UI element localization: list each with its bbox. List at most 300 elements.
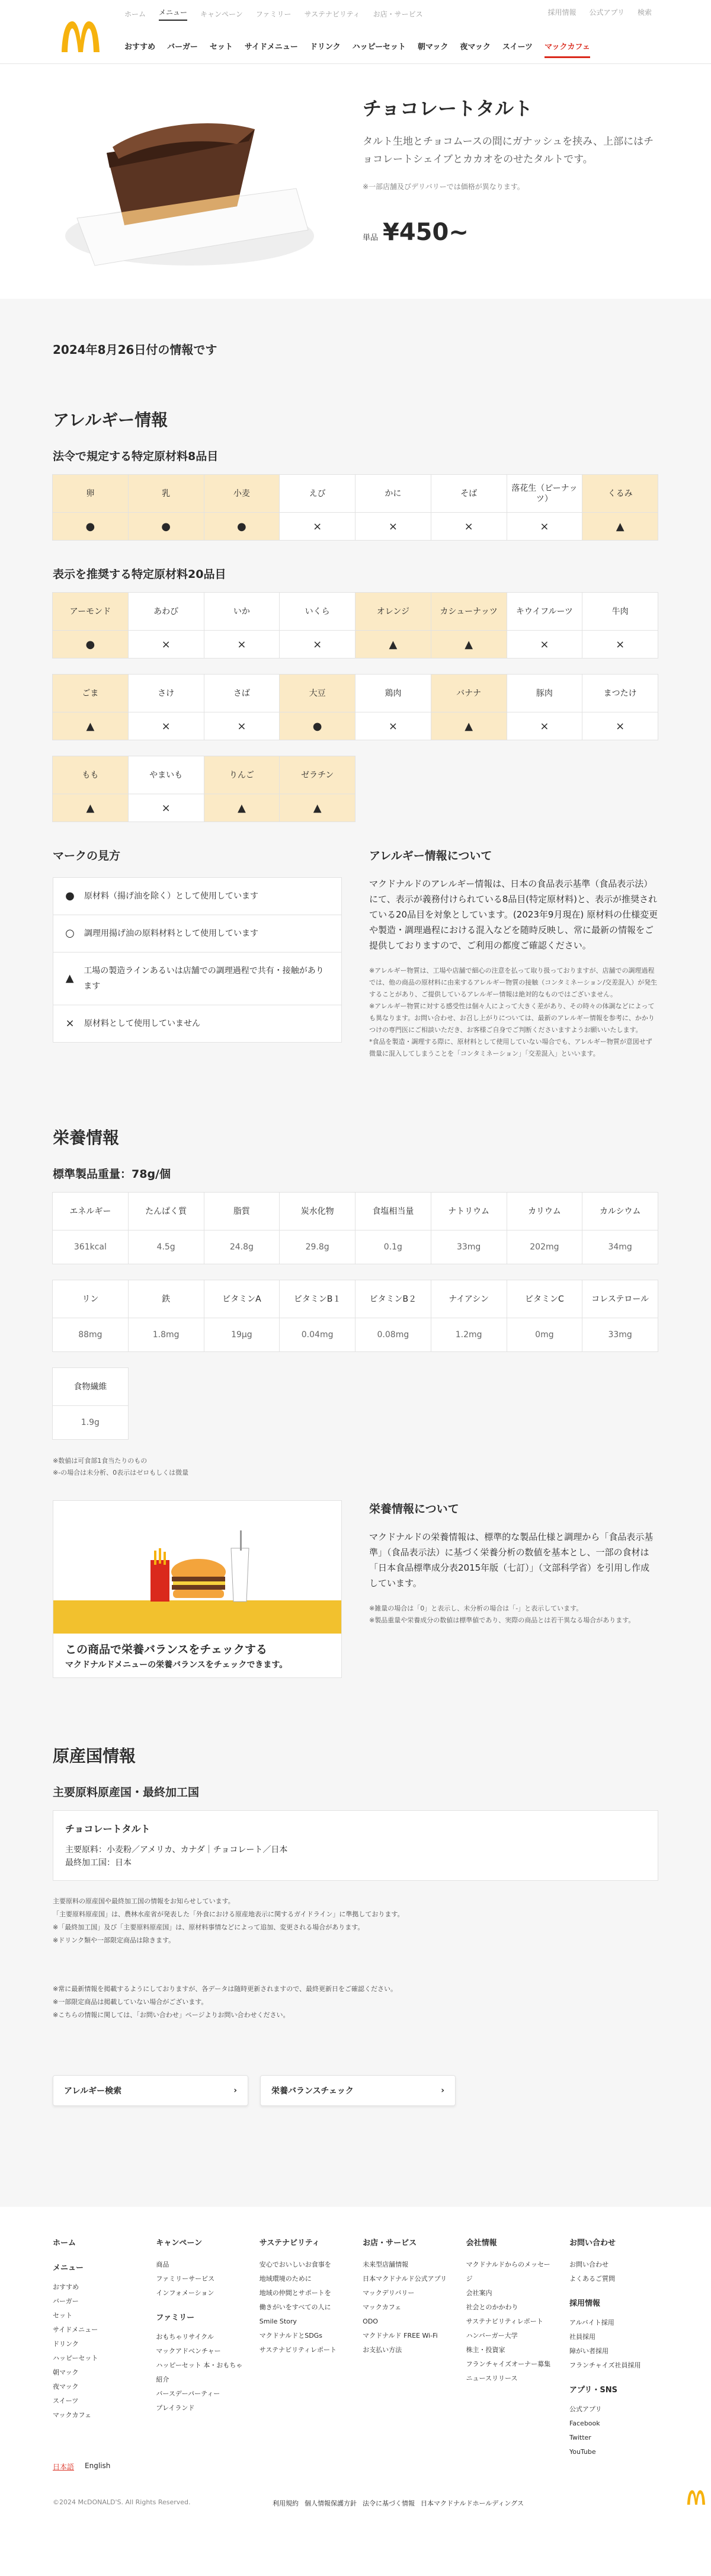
footer-column — [53, 2236, 142, 2459]
nutrient-value: 19μg — [231, 1330, 252, 1340]
allergy-about-text: マクドナルドのアレルギー情報は、日本の食品表示基準（食品表示法）にて、表示が義務付けられている8品目(特定原材料)と、表示が推奨されている20品目を対象としています。(2023年9月現在) 原材料の仕様変更や製造・調理過程における混入などを随時反映し、常に最新の情報をご提供しておりますので、ご利用の都度ご確認ください。 — [369, 878, 658, 951]
mcdonalds-small-logo[interactable] — [686, 2485, 706, 2509]
allergen-cell — [128, 592, 204, 659]
allergen-cell — [431, 592, 507, 659]
sub-nav-item[interactable]: スイーツ — [502, 43, 533, 52]
allergy-note: *食品を製造・調理する際に、原材料として使用していない場合でも、アレルギー物質が意図せず微量に混入してしまうことを「コンタミネーション」「交差混入」といいます。 — [369, 1038, 652, 1057]
allergen-name: 小麦 — [204, 475, 280, 513]
allergen-name: 鶏肉 — [356, 675, 431, 712]
utility-nav-item[interactable]: 検索 — [637, 8, 652, 17]
nutrient-value: 33mg — [456, 1242, 481, 1252]
nutrient-cell — [128, 1280, 204, 1352]
top-nav-item[interactable]: キャンペーン — [200, 10, 243, 18]
nutrient-cell — [582, 1192, 658, 1264]
nutrient-cell — [52, 1367, 129, 1440]
footer-link[interactable]: おもちゃリサイクル — [156, 2333, 214, 2341]
allergy-about-title: アレルギー情報について — [369, 849, 492, 862]
allergen-mark: × — [540, 520, 549, 533]
allergen-mark: ● — [85, 520, 95, 533]
nutrient-cell — [204, 1280, 280, 1352]
nutrient-cell — [355, 1192, 431, 1264]
allergen-name: 乳 — [129, 475, 204, 513]
nutrition-note: ※-の場合は未分析、0表示はゼロもしくは微量 — [53, 1469, 189, 1476]
footer-link[interactable]: マックアドベンチャー — [156, 2347, 221, 2355]
nutrient-name: ビタミンA — [204, 1280, 280, 1318]
footer-link[interactable]: マックカフェ — [53, 2411, 92, 2419]
footer-link[interactable]: 地域環境のために — [259, 2275, 312, 2283]
nutrient-value: 1.2mg — [455, 1330, 482, 1340]
nutrient-name: ビタミンB１ — [280, 1280, 355, 1318]
footer-link[interactable]: ODO — [363, 2318, 378, 2325]
nutrition-row — [53, 1367, 658, 1440]
nutrient-cell — [279, 1280, 356, 1352]
nutrient-cell — [507, 1192, 583, 1264]
sub-nav-item[interactable]: サイドメニュー — [244, 43, 298, 52]
legend-text: 工場の製造ラインあるいは店舗での調理過程で共有・接触があります — [84, 966, 324, 991]
chevron-right-icon: › — [441, 2086, 444, 2095]
allergen-cell — [52, 674, 129, 740]
nutrition-card-title: この商品で栄養バランスをチェックする — [65, 1643, 267, 1656]
sub-nav-item[interactable]: バーガー — [167, 43, 198, 52]
nutrient-name: ビタミンC — [507, 1280, 582, 1318]
nutrient-value: 4.5g — [156, 1242, 175, 1252]
sub-nav-item[interactable]: 夜マック — [460, 43, 491, 52]
allergen-name: えび — [280, 475, 355, 513]
nutrient-name: 鉄 — [129, 1280, 204, 1318]
nutrient-cell — [582, 1280, 658, 1352]
footer-link[interactable]: Twitter — [569, 2434, 591, 2441]
allergen-cell — [279, 592, 356, 659]
footer-link[interactable]: サステナビリティレポート — [466, 2318, 543, 2325]
origin-product: チョコレートタルト — [65, 1823, 150, 1834]
origin-note: ※「最終加工国」及び「主要原料原産国」は、原材料事情などによって追加、変更される場合があります。 — [53, 1923, 364, 1931]
site-footer — [0, 2207, 711, 2507]
footer-link[interactable]: サステナビリティレポート — [259, 2346, 337, 2354]
allergen-mark: ▲ — [465, 720, 473, 733]
allergen-cell — [582, 592, 658, 659]
footer-heading[interactable]: お店・サービス — [363, 2239, 417, 2248]
allergen-mark: ● — [312, 720, 322, 733]
legend-row — [53, 915, 341, 953]
site-header — [0, 0, 711, 64]
general-note: ※一部限定商品は掲載していない場合がございます。 — [53, 1998, 208, 2006]
footer-link[interactable]: マックカフェ — [363, 2303, 402, 2311]
nutrient-name: 炭水化物 — [280, 1193, 355, 1231]
allergen-mark: × — [540, 638, 549, 651]
footer-link[interactable]: 未来型店舗情報 — [363, 2261, 409, 2268]
footer-link[interactable]: アルバイト採用 — [569, 2319, 614, 2326]
footer-link[interactable]: 朝マック — [53, 2369, 79, 2376]
sub-nav-item[interactable]: おすすめ — [124, 43, 156, 52]
nutrient-value: 1.8mg — [152, 1330, 180, 1340]
sub-nav-item[interactable]: マックカフェ — [545, 40, 590, 58]
footer-link[interactable]: ハッピーセット — [53, 2354, 98, 2362]
nutrient-value: 361kcal — [73, 1242, 107, 1252]
footer-link[interactable]: 商品 — [156, 2261, 169, 2268]
nutrient-name: ビタミンB２ — [356, 1280, 431, 1318]
allergen-cell — [355, 592, 431, 659]
button-label: 栄養バランスチェック — [271, 2086, 354, 2096]
footer-link[interactable]: マックデリバリー — [363, 2289, 415, 2297]
allergen-name: バナナ — [431, 675, 507, 712]
allergen-name: そば — [431, 475, 507, 513]
nutrient-value: 29.8g — [305, 1242, 329, 1252]
allergen-name: まつたけ — [582, 675, 658, 712]
footer-legal-link[interactable]: 個人情報保護方針 — [305, 2500, 357, 2507]
allergen-cell — [582, 674, 658, 740]
footer-column — [569, 2236, 658, 2459]
product-hero — [0, 64, 711, 299]
nutrition-about-note: ※製品重量や栄養成分の数値は標準値であり、実際の商品とは若干異なる場合があります。 — [369, 1616, 635, 1624]
legend-row — [53, 953, 341, 1005]
allergen-mark: ▲ — [465, 638, 473, 651]
allergen-mark: × — [464, 520, 473, 533]
nutrient-value: 34mg — [608, 1242, 632, 1252]
nutrient-name: 食塩相当量 — [356, 1193, 431, 1231]
allergen-name: いか — [204, 593, 280, 631]
allergen-mark: × — [388, 720, 398, 733]
footer-link[interactable]: マクドナルドとSDGs — [259, 2332, 322, 2340]
nutrient-cell — [52, 1280, 129, 1352]
nutrition-title: 栄養情報 — [53, 1128, 120, 1148]
nutrient-value: 88mg — [78, 1330, 103, 1340]
allergen-mark: ● — [161, 520, 171, 533]
footer-link[interactable]: 社員採用 — [569, 2333, 595, 2341]
top-nav-item[interactable]: サステナビリティ — [304, 10, 360, 18]
legend-symbol: ● — [65, 890, 75, 902]
nutrient-value: 24.8g — [229, 1242, 254, 1252]
allergen-cell — [128, 756, 204, 822]
nutrient-name: ナイアシン — [431, 1280, 507, 1318]
nutrient-name: ナトリウム — [431, 1193, 507, 1231]
footer-link[interactable]: ドリンク — [53, 2340, 79, 2348]
nutrient-name: たんぱく質 — [129, 1193, 204, 1231]
origin-note: 「主要原料原産国」は、農林水産省が発表した「外食における原産地表示に関するガイドライン」に準拠しております。 — [53, 1910, 404, 1918]
allergen-cell — [582, 474, 658, 541]
allergen-mark: ▲ — [86, 720, 95, 733]
allergen-cell — [52, 756, 129, 822]
utility-nav-item[interactable]: 公式アプリ — [589, 8, 624, 17]
menu-subnav — [124, 40, 590, 58]
nutrient-name: コレステロール — [582, 1280, 658, 1318]
button-label: アレルギー検索 — [64, 2086, 122, 2096]
footer-link[interactable]: バーガー — [53, 2297, 79, 2305]
global-nav — [124, 7, 423, 21]
origin-subtitle: 主要原料原産国・最終加工国 — [53, 1786, 200, 1799]
footer-link[interactable]: ニュースリリース — [466, 2374, 518, 2382]
allergen-name: りんご — [204, 756, 280, 794]
nutrient-cell — [355, 1280, 431, 1352]
origin-note: 主要原料の原産国や最終加工国の情報をお知らせしています。 — [53, 1897, 235, 1905]
price-note: ※一部店舗及びデリバリーでは価格が異なります。 — [363, 183, 524, 191]
footer-link[interactable]: 株主・投資家 — [466, 2346, 505, 2354]
allergen-name: 落花生（ピーナッツ） — [507, 475, 582, 513]
nutrient-value: 0.1g — [383, 1242, 402, 1252]
nutrient-cell — [52, 1192, 129, 1264]
allergen-mark: × — [616, 720, 625, 733]
allergy-search-button[interactable] — [53, 2075, 248, 2106]
footer-links — [273, 2498, 524, 2508]
top-nav-item[interactable]: ファミリー — [255, 10, 292, 18]
allergen-cell — [128, 674, 204, 740]
nutrient-cell — [431, 1192, 507, 1264]
language-option[interactable]: English — [85, 2462, 111, 2470]
allergen-cell — [279, 474, 356, 541]
footer-subheading[interactable]: メニュー — [53, 2264, 84, 2273]
nutrition-note: ※数値は可食部1食当たりのもの — [53, 1457, 148, 1465]
allergen-mark: ▲ — [237, 801, 246, 814]
nutrient-name: エネルギー — [53, 1193, 128, 1231]
footer-link[interactable]: サイドメニュー — [53, 2326, 98, 2334]
allergy-8-title: 法令で規定する特定原材料8品目 — [53, 450, 219, 463]
nutrient-name: 食物繊維 — [53, 1368, 128, 1406]
allergen-mark: ● — [237, 520, 246, 533]
footer-link[interactable]: お問い合わせ — [569, 2261, 608, 2268]
nutrition-row — [53, 1280, 658, 1352]
footer-link[interactable]: 夜マック — [53, 2383, 79, 2390]
footer-link[interactable]: ハンバーガー大学 — [466, 2332, 518, 2340]
allergen-cell — [507, 592, 583, 659]
allergen-name: 大豆 — [280, 675, 355, 712]
allergen-cell — [204, 674, 280, 740]
allergen-name: ゼラチン — [280, 756, 355, 794]
allergy-note: ※アレルギー物質に対する感受性は個々人によって大きく差があり、その時々の体調などによっても異なります。お問い合わせ、お召し上がりについては、最新のアレルギー情報を参考に、かかりつけの専門医にご相談いただき、お客様ご自身でご判断くださいますようお願いいたします。 — [369, 1002, 655, 1034]
allergen-mark: × — [237, 638, 246, 651]
footer-link[interactable]: 会社案内 — [466, 2289, 492, 2297]
allergen-cell — [204, 474, 280, 541]
allergen-cell — [204, 756, 280, 822]
sub-nav-item[interactable]: 朝マック — [417, 43, 449, 52]
nutrient-value: 0.08mg — [377, 1330, 409, 1340]
nutrition-weight: 標準製品重量：78g/個 — [53, 1168, 171, 1181]
legend-box — [53, 877, 342, 1043]
footer-link[interactable]: フランチャイズオーナー募集 — [466, 2360, 551, 2368]
utility-nav — [547, 7, 652, 17]
allergen-name: かに — [356, 475, 431, 513]
footer-heading[interactable]: サステナビリティ — [259, 2239, 320, 2248]
footer-link[interactable]: 安心でおいしいお食事を — [259, 2261, 331, 2268]
footer-heading[interactable]: キャンペーン — [156, 2239, 203, 2248]
allergen-name: あわび — [129, 593, 204, 631]
nutrient-value: 0.04mg — [301, 1330, 334, 1340]
allergy-20-title: 表示を推奨する特定原材料20品目 — [53, 568, 226, 581]
price-value: ¥450~ — [383, 219, 469, 246]
legend-row — [53, 878, 341, 915]
general-note: ※常に最新情報を掲載するようにしておりますが、各データは随時更新されますので、最終更新日をご確認ください。 — [53, 1985, 397, 1993]
utility-nav-item[interactable]: 採用情報 — [547, 8, 577, 17]
allergen-mark: × — [540, 720, 549, 733]
top-nav-item[interactable]: メニュー — [159, 7, 187, 21]
footer-column — [363, 2236, 451, 2459]
footer-subheading[interactable]: アプリ・SNS — [569, 2386, 618, 2395]
footer-link[interactable]: Facebook — [569, 2420, 600, 2427]
origin-title: 原産国情報 — [53, 1746, 136, 1766]
allergen-mark: ▲ — [389, 638, 398, 651]
allergen-mark: × — [388, 520, 398, 533]
product-description: タルト生地とチョコムースの間にガナッシュを挟み、上部にはチョコレートシェイブとカカオをのせたタルトです。 — [363, 136, 654, 165]
footer-column — [466, 2236, 555, 2459]
nutrient-name: カリウム — [507, 1193, 582, 1231]
nutrition-check-button[interactable] — [260, 2075, 456, 2106]
allergen-cell — [52, 592, 129, 659]
allergen-cell — [507, 474, 583, 541]
allergen-mark: ▲ — [86, 801, 95, 814]
allergen-mark: × — [616, 638, 625, 651]
nutrient-value: 202mg — [530, 1242, 559, 1252]
origin-ingredients: 主要原料：小麦粉／アメリカ、カナダ｜チョコレート／日本 — [65, 1845, 288, 1855]
nutrition-card-subtitle: マクドナルドメニューの栄養バランスをチェックできます。 — [65, 1660, 288, 1670]
nutrient-name: 脂質 — [204, 1193, 280, 1231]
allergen-cell — [128, 474, 204, 541]
nutrient-cell — [279, 1192, 356, 1264]
footer-link[interactable]: マクドナルド FREE Wi-Fi — [363, 2332, 438, 2340]
allergen-mark: × — [161, 801, 171, 814]
footer-link[interactable]: フランチャイズ社員採用 — [569, 2361, 641, 2369]
allergen-name: さけ — [129, 675, 204, 712]
footer-link[interactable]: プレイランド — [156, 2404, 195, 2412]
sub-nav-item[interactable]: ハッピーセット — [352, 43, 406, 52]
allergen-name: 卵 — [53, 475, 128, 513]
origin-note: ※ドリンク類や一部限定商品は除きます。 — [53, 1936, 175, 1944]
allergen-cell — [355, 674, 431, 740]
footer-heading[interactable]: 会社情報 — [466, 2239, 497, 2248]
allergen-cell — [52, 474, 129, 541]
footer-link[interactable]: 公式アプリ — [569, 2405, 602, 2413]
nutrition-about-text: マクドナルドの栄養情報は、標準的な製品仕様と調理から「食品表示基準」（食品表示法）に基づく栄養分析の数値を基本とし、一部の食材は「日本食品標準成分表2015年版（七訂）」（文部科学省）を引用し作成しています。 — [369, 1532, 654, 1589]
allergen-name: さば — [204, 675, 280, 712]
allergen-cell — [431, 474, 507, 541]
chocolate-tart-image — [59, 88, 320, 277]
allergy-title: アレルギー情報 — [53, 410, 168, 430]
nutrition-balance-card[interactable] — [53, 1500, 342, 1678]
nutrient-name: リン — [53, 1280, 128, 1318]
allergy-note: ※アレルギー物質は、工場や店舗で細心の注意を払って取り扱っておりますが、店舗での調理過程では、他の商品の原材料に由来するアレルギー物質の接触（コンタミネーション/交差混入）が発生することがあり、ご提供しているアレルギー情報は絶対的なものではございません。 — [369, 967, 658, 998]
footer-link[interactable]: ファミリーサービス — [156, 2275, 215, 2283]
nutrient-cell — [507, 1280, 583, 1352]
allergen-name: キウイフルーツ — [507, 593, 582, 631]
general-note: ※こちらの情報に関しては、「お問い合わせ」ページよりお問い合わせください。 — [53, 2011, 290, 2019]
footer-link[interactable]: 働きがいをすべての人に — [259, 2303, 331, 2311]
origin-final-country: 最終加工国：日本 — [65, 1858, 132, 1868]
allergy-20-grid — [53, 592, 658, 822]
allergy-8-grid — [53, 474, 658, 541]
allergen-name: 牛肉 — [582, 593, 658, 631]
legend-symbol: ▲ — [65, 972, 74, 985]
allergen-mark: ● — [85, 638, 95, 651]
footer-column — [260, 2236, 348, 2459]
nutrition-about-title: 栄養情報について — [369, 1503, 459, 1516]
allergen-cell — [507, 674, 583, 740]
nutrient-cell — [431, 1280, 507, 1352]
product-name: チョコレートタルト — [363, 97, 533, 120]
footer-link[interactable]: インフォメーション — [156, 2289, 214, 2297]
language-switch — [53, 2462, 110, 2472]
footer-legal-link[interactable]: 利用規約 — [273, 2500, 299, 2507]
footer-subheading[interactable]: 採用情報 — [569, 2299, 600, 2308]
allergen-name: もも — [53, 756, 128, 794]
footer-link[interactable]: 社会とのかかわり — [466, 2303, 518, 2311]
legend-row — [53, 1005, 341, 1042]
burger-set-illustration — [142, 1524, 255, 1613]
allergen-name: くるみ — [582, 475, 658, 513]
footer-link[interactable]: スイーツ — [53, 2397, 79, 2405]
allergen-name: オレンジ — [356, 593, 431, 631]
legend-text: 原材料（揚げ油を除く）として使用しています — [84, 891, 258, 901]
footer-link[interactable]: Smile Story — [259, 2318, 297, 2325]
footer-legal-link[interactable]: 法令に基づく情報 — [363, 2500, 415, 2507]
footer-column — [156, 2236, 245, 2459]
footer-legal-link[interactable]: 日本マクドナルドホールディングス — [421, 2500, 524, 2507]
footer-link[interactable]: ハッピーセット 本・おもちゃ紹介 — [156, 2361, 243, 2383]
price-label: 単品 — [363, 234, 379, 242]
sub-nav-item[interactable]: セット — [209, 43, 233, 52]
footer-heading[interactable]: ホーム — [53, 2239, 76, 2248]
top-nav-item[interactable]: ホーム — [124, 10, 146, 18]
legend-text: 調理用揚げ油の原料材料として使用しています — [84, 929, 258, 938]
footer-link[interactable]: 障がい者採用 — [569, 2347, 608, 2355]
info-date: 2024年8月26日付の情報です — [53, 343, 217, 357]
nutrient-name: カルシウム — [582, 1193, 658, 1231]
nutrition-row — [53, 1192, 658, 1264]
allergen-cell — [279, 756, 356, 822]
footer-link[interactable]: おすすめ — [53, 2283, 79, 2291]
allergen-cell — [431, 674, 507, 740]
nutrient-cell — [204, 1192, 280, 1264]
footer-link[interactable]: よくあるご質問 — [569, 2275, 615, 2283]
allergen-cell — [204, 592, 280, 659]
allergen-name: カシューナッツ — [431, 593, 507, 631]
allergen-cell — [279, 674, 356, 740]
nutrient-value: 33mg — [608, 1330, 632, 1340]
footer-link[interactable]: YouTube — [569, 2448, 596, 2456]
nutrient-value: 0mg — [535, 1330, 554, 1340]
legend-title: マークの見方 — [53, 849, 121, 862]
footer-link[interactable]: お支払い方法 — [363, 2346, 402, 2354]
legend-symbol: ○ — [65, 927, 75, 939]
allergen-mark: × — [237, 720, 246, 733]
allergen-mark: × — [161, 720, 171, 733]
footer-subheading[interactable]: ファミリー — [156, 2313, 195, 2322]
footer-link[interactable]: バースデーパーティー — [156, 2390, 220, 2398]
allergen-name: 豚肉 — [507, 675, 582, 712]
footer-link[interactable]: マクドナルドからのメッセージ — [466, 2261, 550, 2283]
sub-nav-item[interactable]: ドリンク — [309, 43, 341, 52]
allergen-cell — [355, 474, 431, 541]
legend-symbol: × — [65, 1017, 75, 1030]
footer-link[interactable]: 地域の仲間とサポートを — [259, 2289, 331, 2297]
allergen-mark: × — [313, 520, 322, 533]
mcdonalds-logo[interactable] — [59, 19, 102, 53]
allergen-name: ごま — [53, 675, 128, 712]
footer-link[interactable]: セット — [53, 2312, 72, 2319]
top-nav-item[interactable]: お店・サービス — [373, 10, 423, 18]
language-option[interactable]: 日本語 — [53, 2463, 75, 2471]
footer-link[interactable]: 日本マクドナルド公式アプリ — [363, 2275, 447, 2283]
nutrition-about-note: ※雑量の場合は「0」と表示し、未分析の場合は「-」と表示しています。 — [369, 1605, 583, 1612]
allergen-name: いくら — [280, 593, 355, 631]
nutrient-cell — [128, 1192, 204, 1264]
allergen-mark: × — [161, 638, 171, 651]
footer-heading[interactable]: お問い合わせ — [569, 2239, 616, 2248]
nutrient-value: 1.9g — [81, 1418, 100, 1427]
allergen-mark: × — [313, 638, 322, 651]
allergen-name: アーモンド — [53, 593, 128, 631]
allergen-mark: ▲ — [616, 520, 624, 533]
allergen-name: やまいも — [129, 756, 204, 794]
chevron-right-icon: › — [233, 2086, 237, 2095]
copyright: ©2024 McDONALD'S. All Rights Reserved. — [53, 2498, 191, 2506]
legend-text: 原材料として使用していません — [84, 1019, 200, 1028]
